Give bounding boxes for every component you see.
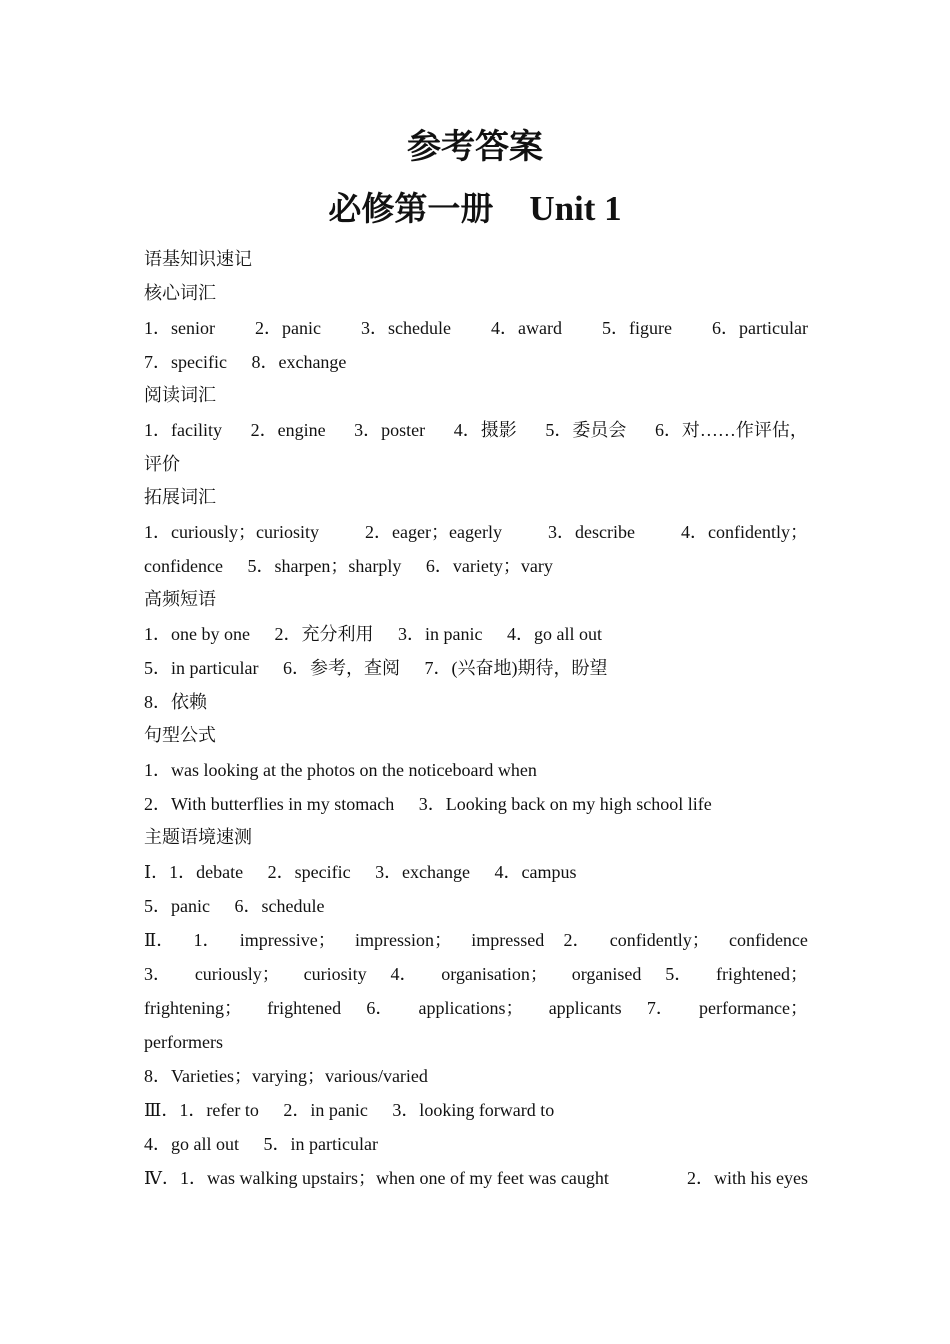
answer-item: 7．specific [144, 352, 227, 372]
answer-item: 2．With butterflies in my stomach [144, 794, 395, 814]
answer-item: 6．variety；vary [425, 556, 553, 576]
answer-item: 4．摄影 [453, 420, 517, 440]
answer-item: 4．go all out [144, 1134, 239, 1154]
answer-item: 7．(兴奋地)期待，盼望 [424, 658, 608, 678]
answer-item: 1．one by one [144, 624, 250, 644]
answer-item: 6．参考，查阅 [282, 658, 400, 678]
answer-item: confidence [728, 930, 808, 950]
answer-item: 4．award [491, 318, 562, 338]
answer-item: 2．eager；eagerly [365, 522, 502, 542]
section-heading: 句型公式 [144, 725, 216, 746]
answer-item: 3．schedule [361, 318, 451, 338]
answer-item: frightened； [716, 964, 808, 984]
answer-item: 2．in panic [283, 1100, 368, 1120]
answer-item: Ⅱ． [144, 930, 175, 950]
answer-line [144, 685, 808, 719]
answer-line [144, 1161, 808, 1195]
answer-item: 8．exchange [251, 352, 347, 372]
answer-line [144, 1093, 808, 1127]
answer-line [144, 991, 808, 1025]
answer-item: 5．figure [602, 318, 672, 338]
answer-line [144, 651, 808, 685]
answer-item: curiously； [194, 964, 280, 984]
answer-item: Ⅲ．1．refer to [144, 1100, 259, 1120]
answer-line [144, 311, 808, 345]
answer-item: 2．充分利用 [274, 624, 374, 644]
answer-line [144, 1059, 808, 1093]
answer-item: 4．confidently； [680, 522, 808, 542]
answer-line [144, 753, 808, 787]
section-heading: 语基知识速记 [144, 249, 252, 270]
answer-line [144, 549, 808, 583]
answer-line [144, 413, 808, 447]
answer-item: curiosity [303, 964, 367, 984]
answer-item: 8．依赖 [144, 692, 207, 712]
page-subtitle [0, 184, 950, 234]
answer-item: 2．specific [267, 862, 351, 882]
answer-item: 5． [665, 964, 693, 984]
answer-line [144, 957, 808, 991]
answer-item: 8．Varieties；varying；various/varied [144, 1066, 428, 1086]
answer-item: organisation； [441, 964, 548, 984]
answer-line [144, 1025, 808, 1059]
answer-item: 2．with his eyes [687, 1168, 808, 1188]
answer-item: 1． [193, 930, 221, 950]
answer-line [144, 617, 808, 651]
answer-item: frightened [267, 998, 342, 1018]
answer-item: 3．exchange [375, 862, 471, 882]
answer-item: impressed [471, 930, 545, 950]
section-heading: 高频短语 [144, 589, 216, 610]
answer-item: 评价 [144, 454, 180, 474]
answer-item: confidently； [609, 930, 710, 950]
answer-item: 1．senior [144, 318, 215, 338]
section-heading: 主题语境速测 [144, 827, 252, 848]
answer-item: 4． [390, 964, 418, 984]
answer-item: 2．engine [250, 420, 326, 440]
answer-line [144, 923, 808, 957]
answer-item: impressive； [239, 930, 336, 950]
answer-line [144, 787, 808, 821]
answer-item: confidence [144, 556, 223, 576]
answer-item: 5．sharpen；sharply [247, 556, 402, 576]
subtitle-en: Unit 1 [529, 189, 622, 228]
answer-item: applications； [418, 998, 524, 1018]
section-heading: 核心词汇 [144, 283, 216, 304]
answer-item: 5．委员会 [545, 420, 627, 440]
subtitle-cn: 必修第一册 [328, 189, 494, 228]
answer-line [144, 855, 808, 889]
answer-item: 2．panic [255, 318, 321, 338]
answer-item: 5．in particular [263, 1134, 378, 1154]
answer-item: 2． [563, 930, 591, 950]
answer-item: 1．curiously；curiosity [144, 522, 319, 542]
answer-item: 3．poster [354, 420, 426, 440]
answer-item: impression； [354, 930, 452, 950]
answer-line [144, 345, 808, 379]
answer-item: 3．in panic [397, 624, 483, 644]
answer-line [144, 515, 808, 549]
answer-item: Ⅳ．1．was walking upstairs；when one of my feet was caught [144, 1168, 609, 1188]
answer-item: 5．in particular [144, 658, 259, 678]
answer-item: 4．campus [494, 862, 577, 882]
answer-item: 3． [144, 964, 171, 984]
answer-line [144, 889, 808, 923]
answer-item: 6． [366, 998, 394, 1018]
answer-item: 1．facility [144, 420, 222, 440]
section-heading: 阅读词汇 [144, 385, 216, 406]
answer-item: organised [571, 964, 642, 984]
answer-item: 6．schedule [234, 896, 325, 916]
answer-line [144, 447, 808, 481]
answer-item: performers [144, 1032, 223, 1052]
answer-item: performance； [699, 998, 808, 1018]
answer-item: 7． [646, 998, 674, 1018]
answer-item: 3．describe [547, 522, 635, 542]
answer-item: 4．go all out [506, 624, 602, 644]
answer-item: Ⅰ．1．debate [144, 862, 244, 882]
answer-item: 6．particular [712, 318, 808, 338]
answer-item: 5．panic [144, 896, 210, 916]
section-heading: 拓展词汇 [144, 487, 216, 508]
answer-item: 3．Looking back on my high school life [418, 794, 712, 814]
answer-item: applicants [548, 998, 622, 1018]
page-title: 参考答案 [407, 127, 543, 167]
answer-content [144, 243, 808, 1195]
answer-item: 6．对……作评估， [654, 420, 808, 440]
answer-line [144, 1127, 808, 1161]
answer-item: 1．was looking at the photos on the noticeboard when [144, 760, 537, 780]
answer-item: 3．looking forward to [392, 1100, 555, 1120]
answer-item: frightening； [144, 998, 242, 1018]
